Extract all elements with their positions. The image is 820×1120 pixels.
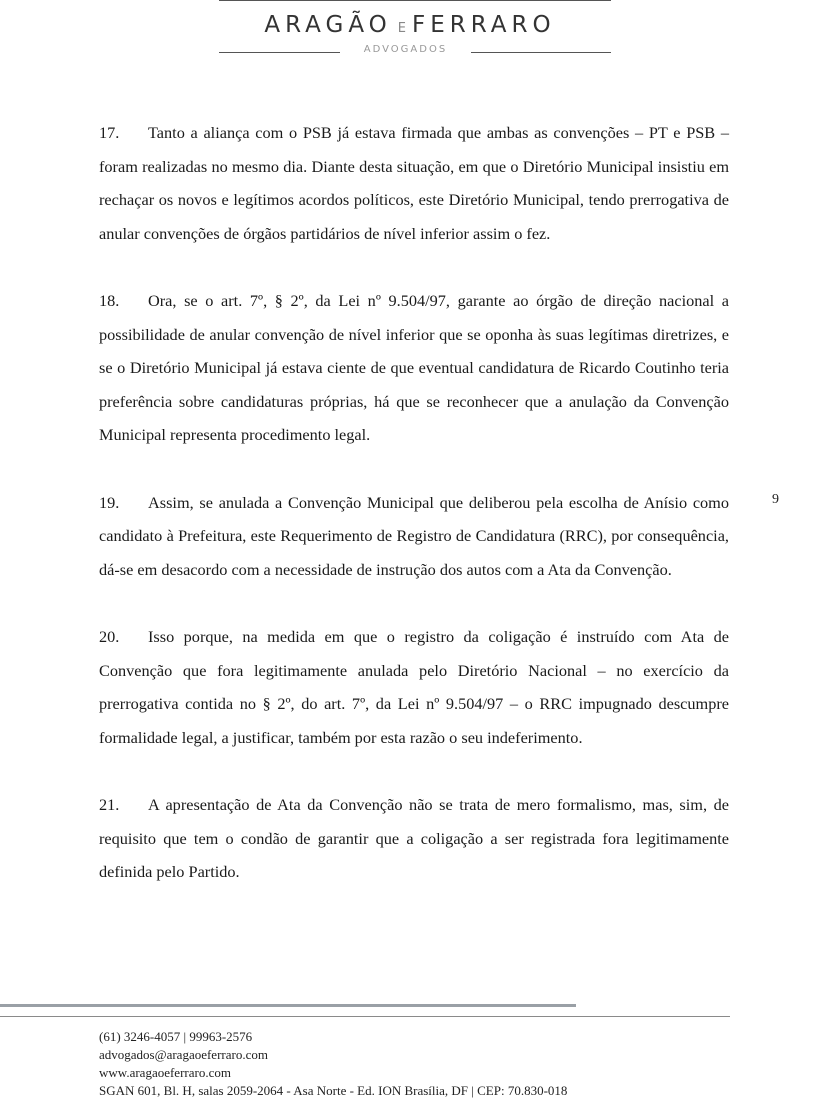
footer-contact xyxy=(99,1028,739,1100)
paragraph-text: A apresentação de Ata da Convenção não se trata de mero formalismo, mas, sim, de requisito que tem o condão de garantir que a coligação a ser registrada fora legitimamente definida pelo Partido. xyxy=(99,795,729,881)
firm-logo xyxy=(0,12,820,38)
footer-website: www.aragaoeferraro.com xyxy=(99,1065,231,1080)
paragraph-number: 18. xyxy=(99,291,120,310)
paragraph-number: 19. xyxy=(99,492,120,512)
subtitle-rule-left xyxy=(219,52,340,53)
firm-name-connector: E xyxy=(397,21,406,36)
paragraph-number: 20. xyxy=(99,627,120,646)
document-body xyxy=(99,116,729,923)
paragraph-19 xyxy=(99,486,729,587)
paragraph-number: 17. xyxy=(99,123,120,142)
footer-phone: (61) 3246-4057 | 99963-2576 xyxy=(99,1029,253,1044)
paragraph-text: Assim, se anulada a Convenção Municipal que deliberou pela escolha de Anísio como candidato à Prefeitura, este Requerimento de Registro de Candidatura (RRC), por consequência, dá-se em desacordo com a necessidade de instrução dos autos com a Ata da Convenção. xyxy=(99,492,729,579)
paragraph-21 xyxy=(99,788,729,889)
firm-name-left: ARAGÃO xyxy=(264,12,392,38)
firm-subtitle: ADVOGADOS xyxy=(363,44,448,55)
paragraph-text: Isso porque, na medida em que o registro da coligação é instruído com Ata de Convenção que fora legitimamente anulada pelo Diretório Nacional – no exercício da prerrogativa contida no § 2º, do art. 7º, da Lei nº 9.504/97 – o RRC impugnado descumpre formalidade legal, a justificar, também por esta razão o seu indeferimento. xyxy=(99,627,729,747)
paragraph-18 xyxy=(99,284,729,452)
footer-email: advogados@aragaoeferraro.com xyxy=(99,1047,268,1062)
letterhead xyxy=(0,0,820,70)
paragraph-20 xyxy=(99,620,729,754)
paragraph-text: Ora, se o art. 7º, § 2º, da Lei nº 9.504/97, garante ao órgão de direção nacional a possibilidade de anular convenção de nível inferior que se oponha às suas legítimas diretrizes, e se o Diretório Municipal já estava ciente de que eventual candidatura de Ricardo Coutinho teria preferência sobre candidaturas próprias, há que se reconhecer que a anulação da Convenção Municipal representa procedimento legal. xyxy=(99,291,729,444)
subtitle-rule-right xyxy=(471,52,611,53)
letterhead-top-rule xyxy=(219,0,611,1)
footer-rule-thin xyxy=(0,1016,730,1017)
footer-rule-thick xyxy=(0,1004,576,1007)
paragraph-number: 21. xyxy=(99,795,120,814)
paragraph-text: Tanto a aliança com o PSB já estava firmada que ambas as convenções – PT e PSB – foram realizadas no mesmo dia. Diante desta situação, em que o Diretório Municipal insistiu em rechaçar os novos e legítimos acordos políticos, este Diretório Municipal, tendo prerrogativa de anular convenções de órgãos partidários de nível inferior assim o fez. xyxy=(99,123,729,243)
firm-subtitle-row xyxy=(0,44,820,60)
paragraph-17 xyxy=(99,116,729,250)
page-number: 9 xyxy=(772,492,779,507)
footer-address: SGAN 601, Bl. H, salas 2059-2064 - Asa Norte - Ed. ION Brasília, DF | CEP: 70.830-018 xyxy=(99,1083,568,1098)
firm-name-right: FERRARO xyxy=(411,12,556,38)
